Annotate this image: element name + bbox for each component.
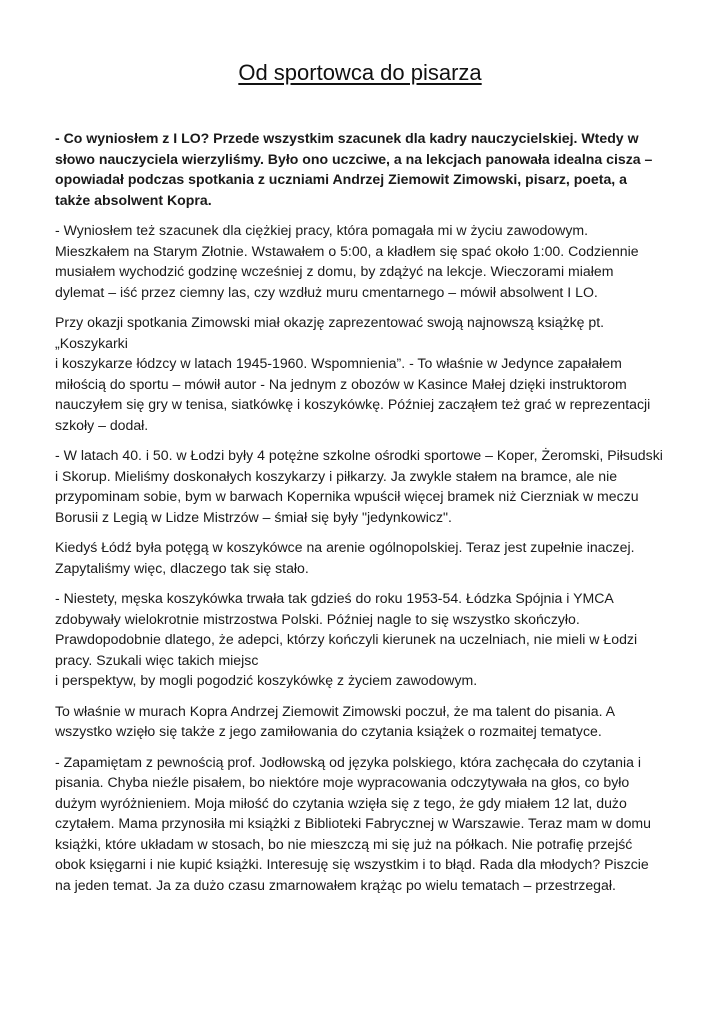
paragraph: - W latach 40. i 50. w Łodzi były 4 potężne szkolne ośrodki sportowe – Koper, Żeromski, Piłsudski i Skorup. Mieliśmy doskonałych koszykarzy i piłkarzy. Ja zwykle stałem na bramce, ale nie przypominam sobie, bym w barwach Kopernika wpuścił więcej bramek niż Cierzniak w meczu Borusii z Legią w Lidze Mistrzów – śmiał się były "jedynkowicz". xyxy=(55,447,663,525)
paragraph: - Zapamiętam z pewnością prof. Jodłowską od języka polskiego, która zachęcała do czytania i pisania. Chyba nieźle pisałem, bo niektóre moje wypracowania odczytywała na głos, co było dużym wyróżnieniem. Moja miłość do czytania wzięła się z tego, że gdy miałem 12 lat, dużo czytałem. Mama przynosiła mi książki z Biblioteki Fabrycznej w Warszawie. Teraz mam w domu książki, które układam w stosach, bo nie mieszczą mi się już na półkach. Nie potrafię przejść obok księgarni i nie kupić książki. Interesuję się wszystkim i to błąd. Rada dla młodych? Piszcie na jeden temat. Ja za dużo czasu zmarnowałem krążąc po wielu tematach – przestrzegał. xyxy=(55,753,652,893)
paragraph: - Wyniosłem też szacunek dla ciężkiej pracy, która pomagała mi w życiu zawodowym. Mieszkałem na Starym Złotnie. Wstawałem o 5:00, a kładłem się spać około 1:00. Codziennie musiałem wychodzić godzinę wcześniej z domu, by zdążyć na lekcje. Wieczorami miałem dylemat – iść przez ciemny las, czy wzdłuż muru cmentarnego – mówił absolwent I LO. xyxy=(55,222,639,300)
paragraph-lead: - Co wyniosłem z I LO? Przede wszystkim szacunek dla kadry nauczycielskiej. Wtedy w słowo nauczyciela wierzyliśmy. Było ono uczciwe, a na lekcjach panowała idealna cisza – opowiadał podczas spotkania z uczniami Andrzej Ziemowit Zimowski, pisarz, poeta, a także absolwent Kopra. xyxy=(55,130,653,208)
paragraph: To właśnie w murach Kopra Andrzej Ziemowit Zimowski poczuł, że ma talent do pisania. A wszystko wzięło się także z jego zamiłowania do czytania książek o rozmaitej tematyce. xyxy=(55,702,615,739)
paragraph: - Niestety, męska koszykówka trwała tak gdzieś do roku 1953-54. Łódzka Spójnia i YMCA zdobywały wielokrotnie mistrzostwa Polski. Później nagle to się wszystko skończyło. Prawdopodobnie dlatego, że adepci, którzy kończyli kierunek na uczelniach, nie mieli w Łodzi pracy. Szukali więc takich miejsc i perspektyw, by mogli pogodzić koszykówkę z życiem zawodowym. xyxy=(55,590,638,688)
document-body xyxy=(55,128,665,895)
document-title: Od sportowca do pisarza xyxy=(238,60,482,85)
document-page xyxy=(55,0,665,905)
paragraph: Przy okazji spotkania Zimowski miał okazję zaprezentować swoją najnowszą książkę pt. „Koszykarki i koszykarze łódzcy w latach 1945-1960. Wspomnienia”. - To właśnie w Jedynce zapałałem miłością do sportu – mówił autor - Na jednym z obozów w Kasince Małej dzięki instruktorom nauczyłem się gry w tenisa, siatkówkę i koszykówkę. Później zacząłem też grać w reprezentacji szkoły – dodał. xyxy=(55,314,651,433)
paragraph: Kiedyś Łódź była potęgą w koszykówce na arenie ogólnopolskiej. Teraz jest zupełnie inaczej. Zapytaliśmy więc, dlaczego tak się stało. xyxy=(55,539,635,576)
